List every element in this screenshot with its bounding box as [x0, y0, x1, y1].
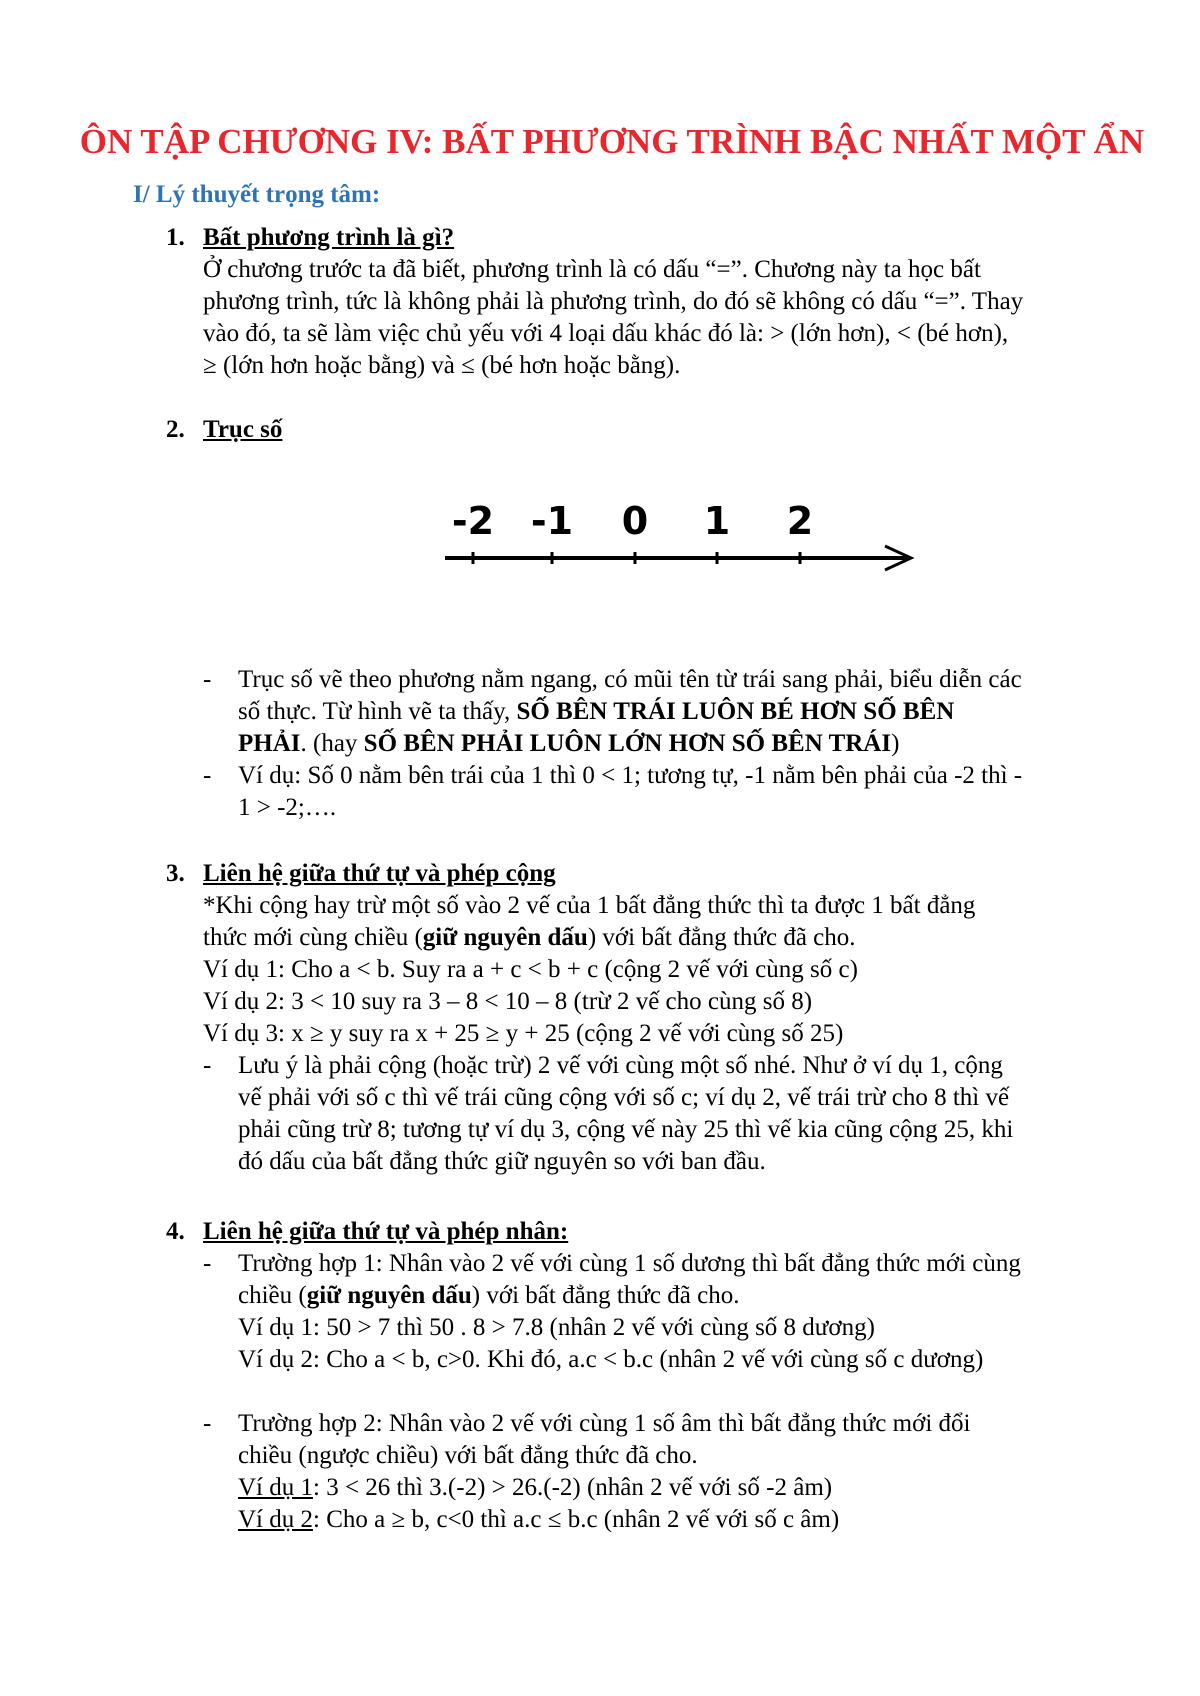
- s3-note-line: vế phải với số c thì vế trái cũng cộng với số c; ví dụ 2, vế trái trừ cho 8 thì vế: [238, 1084, 1010, 1111]
- s4-case1-example: Ví dụ 1: 50 > 7 thì 50 . 8 > 7.8 (nhân 2 vế với cùng số 8 dương): [238, 1314, 875, 1341]
- number-line-label: -2: [451, 499, 495, 543]
- s2-bullet2-line: 1 > -2;….: [238, 794, 337, 821]
- s3-line: *Khi cộng hay trừ một số vào 2 vế của 1 bất đẳng thức thì ta được 1 bất đẳng: [203, 892, 976, 919]
- s2-bullet1-line: Trục số vẽ theo phương nằm ngang, có mũi tên từ trái sang phải, biểu diễn các: [238, 666, 1022, 693]
- s3-example: Ví dụ 2: 3 < 10 suy ra 3 – 8 < 10 – 8 (trừ 2 vế cho cùng số 8): [203, 988, 813, 1015]
- s3-example: Ví dụ 1: Cho a < b. Suy ra a + c < b + c (cộng 2 vế với cùng số c): [203, 956, 858, 983]
- s2-bullet1-line: số thực. Từ hình vẽ ta thấy, SỐ BÊN TRÁI LUÔN BÉ HƠN SỐ BÊN: [238, 698, 955, 725]
- s1-heading: Bất phương trình là gì?: [203, 224, 455, 251]
- item-number-3: 3.: [166, 860, 185, 887]
- s3-line: thức mới cùng chiều (giữ nguyên dấu) với bất đẳng thức đã cho.: [203, 924, 856, 951]
- s4-heading: Liên hệ giữa thứ tự và phép nhân:: [203, 1218, 569, 1245]
- item-number-2: 2.: [166, 416, 185, 443]
- item-number-4: 4.: [166, 1218, 185, 1245]
- s4-case2-example: Ví dụ 1: 3 < 26 thì 3.(-2) > 26.(-2) (nhân 2 vế với số -2 âm): [238, 1474, 833, 1501]
- bullet-dash: -: [203, 1052, 212, 1079]
- bullet-dash: -: [203, 762, 212, 789]
- s2-heading: Trục số: [203, 416, 283, 443]
- s4-case1-example: Ví dụ 2: Cho a < b, c>0. Khi đó, a.c < b.c (nhân 2 vế với cùng số c dương): [238, 1346, 984, 1373]
- number-line-label: 2: [786, 499, 814, 543]
- number-line-label: 1: [703, 499, 731, 543]
- s3-note-line: phải cũng trừ 8; tương tự ví dụ 3, cộng vế này 25 thì vế kia cũng cộng 25, khi: [238, 1116, 1014, 1143]
- s1-line: vào đó, ta sẽ làm việc chủ yếu với 4 loại dấu khác đó là: > (lớn hơn), < (bé hơn),: [203, 320, 1009, 347]
- s3-heading: Liên hệ giữa thứ tự và phép cộng: [203, 860, 556, 887]
- s4-case2-line: chiều (ngược chiều) với bất đẳng thức đã cho.: [238, 1442, 698, 1469]
- s4-case2-example: Ví dụ 2: Cho a ≥ b, c<0 thì a.c ≤ b.c (nhân 2 vế với số c âm): [238, 1506, 840, 1533]
- s1-line: Ở chương trước ta đã biết, phương trình là có dấu “=”. Chương này ta học bất: [203, 256, 981, 283]
- s4-case1-line: Trường hợp 1: Nhân vào 2 vế với cùng 1 số dương thì bất đẳng thức mới cùng: [238, 1250, 1021, 1277]
- bullet-dash: -: [203, 1250, 212, 1277]
- s2-bullet2-line: Ví dụ: Số 0 nằm bên trái của 1 thì 0 < 1; tương tự, -1 nằm bên phải của -2 thì -: [238, 762, 1023, 789]
- s3-example: Ví dụ 3: x ≥ y suy ra x + 25 ≥ y + 25 (cộng 2 vế với cùng số 25): [203, 1020, 844, 1047]
- number-line-labels: [452, 499, 813, 543]
- section-heading: I/ Lý thuyết trọng tâm:: [133, 181, 381, 208]
- s4-case2-line: Trường hợp 2: Nhân vào 2 vế với cùng 1 số âm thì bất đẳng thức mới đổi: [238, 1410, 971, 1437]
- bullet-dash: -: [203, 666, 212, 693]
- s2-bullet1-line: PHẢI. (hay SỐ BÊN PHẢI LUÔN LỚN HƠN SỐ BÊN TRÁI): [238, 730, 900, 757]
- bullet-dash: -: [203, 1410, 212, 1437]
- s1-line: phương trình, tức là không phải là phương trình, do đó sẽ không có dấu “=”. Thay: [203, 288, 1024, 315]
- number-line-figure: [445, 496, 925, 576]
- number-line-label: 0: [621, 499, 649, 543]
- page-title: ÔN TẬP CHƯƠNG IV: BẤT PHƯƠNG TRÌNH BẬC NHẤT MỘT ẨN: [79, 122, 1145, 161]
- s1-line: ≥ (lớn hơn hoặc bằng) và ≤ (bé hơn hoặc bằng).: [203, 352, 681, 379]
- s3-note-line: đó dấu của bất đẳng thức giữ nguyên so với ban đầu.: [238, 1148, 766, 1175]
- item-number-1: 1.: [166, 224, 185, 251]
- number-line-label: -1: [530, 499, 574, 543]
- s4-case1-line: chiều (giữ nguyên dấu) với bất đẳng thức đã cho.: [238, 1282, 740, 1309]
- s3-note-line: Lưu ý là phải cộng (hoặc trừ) 2 vế với cùng một số nhé. Như ở ví dụ 1, cộng: [238, 1052, 1003, 1079]
